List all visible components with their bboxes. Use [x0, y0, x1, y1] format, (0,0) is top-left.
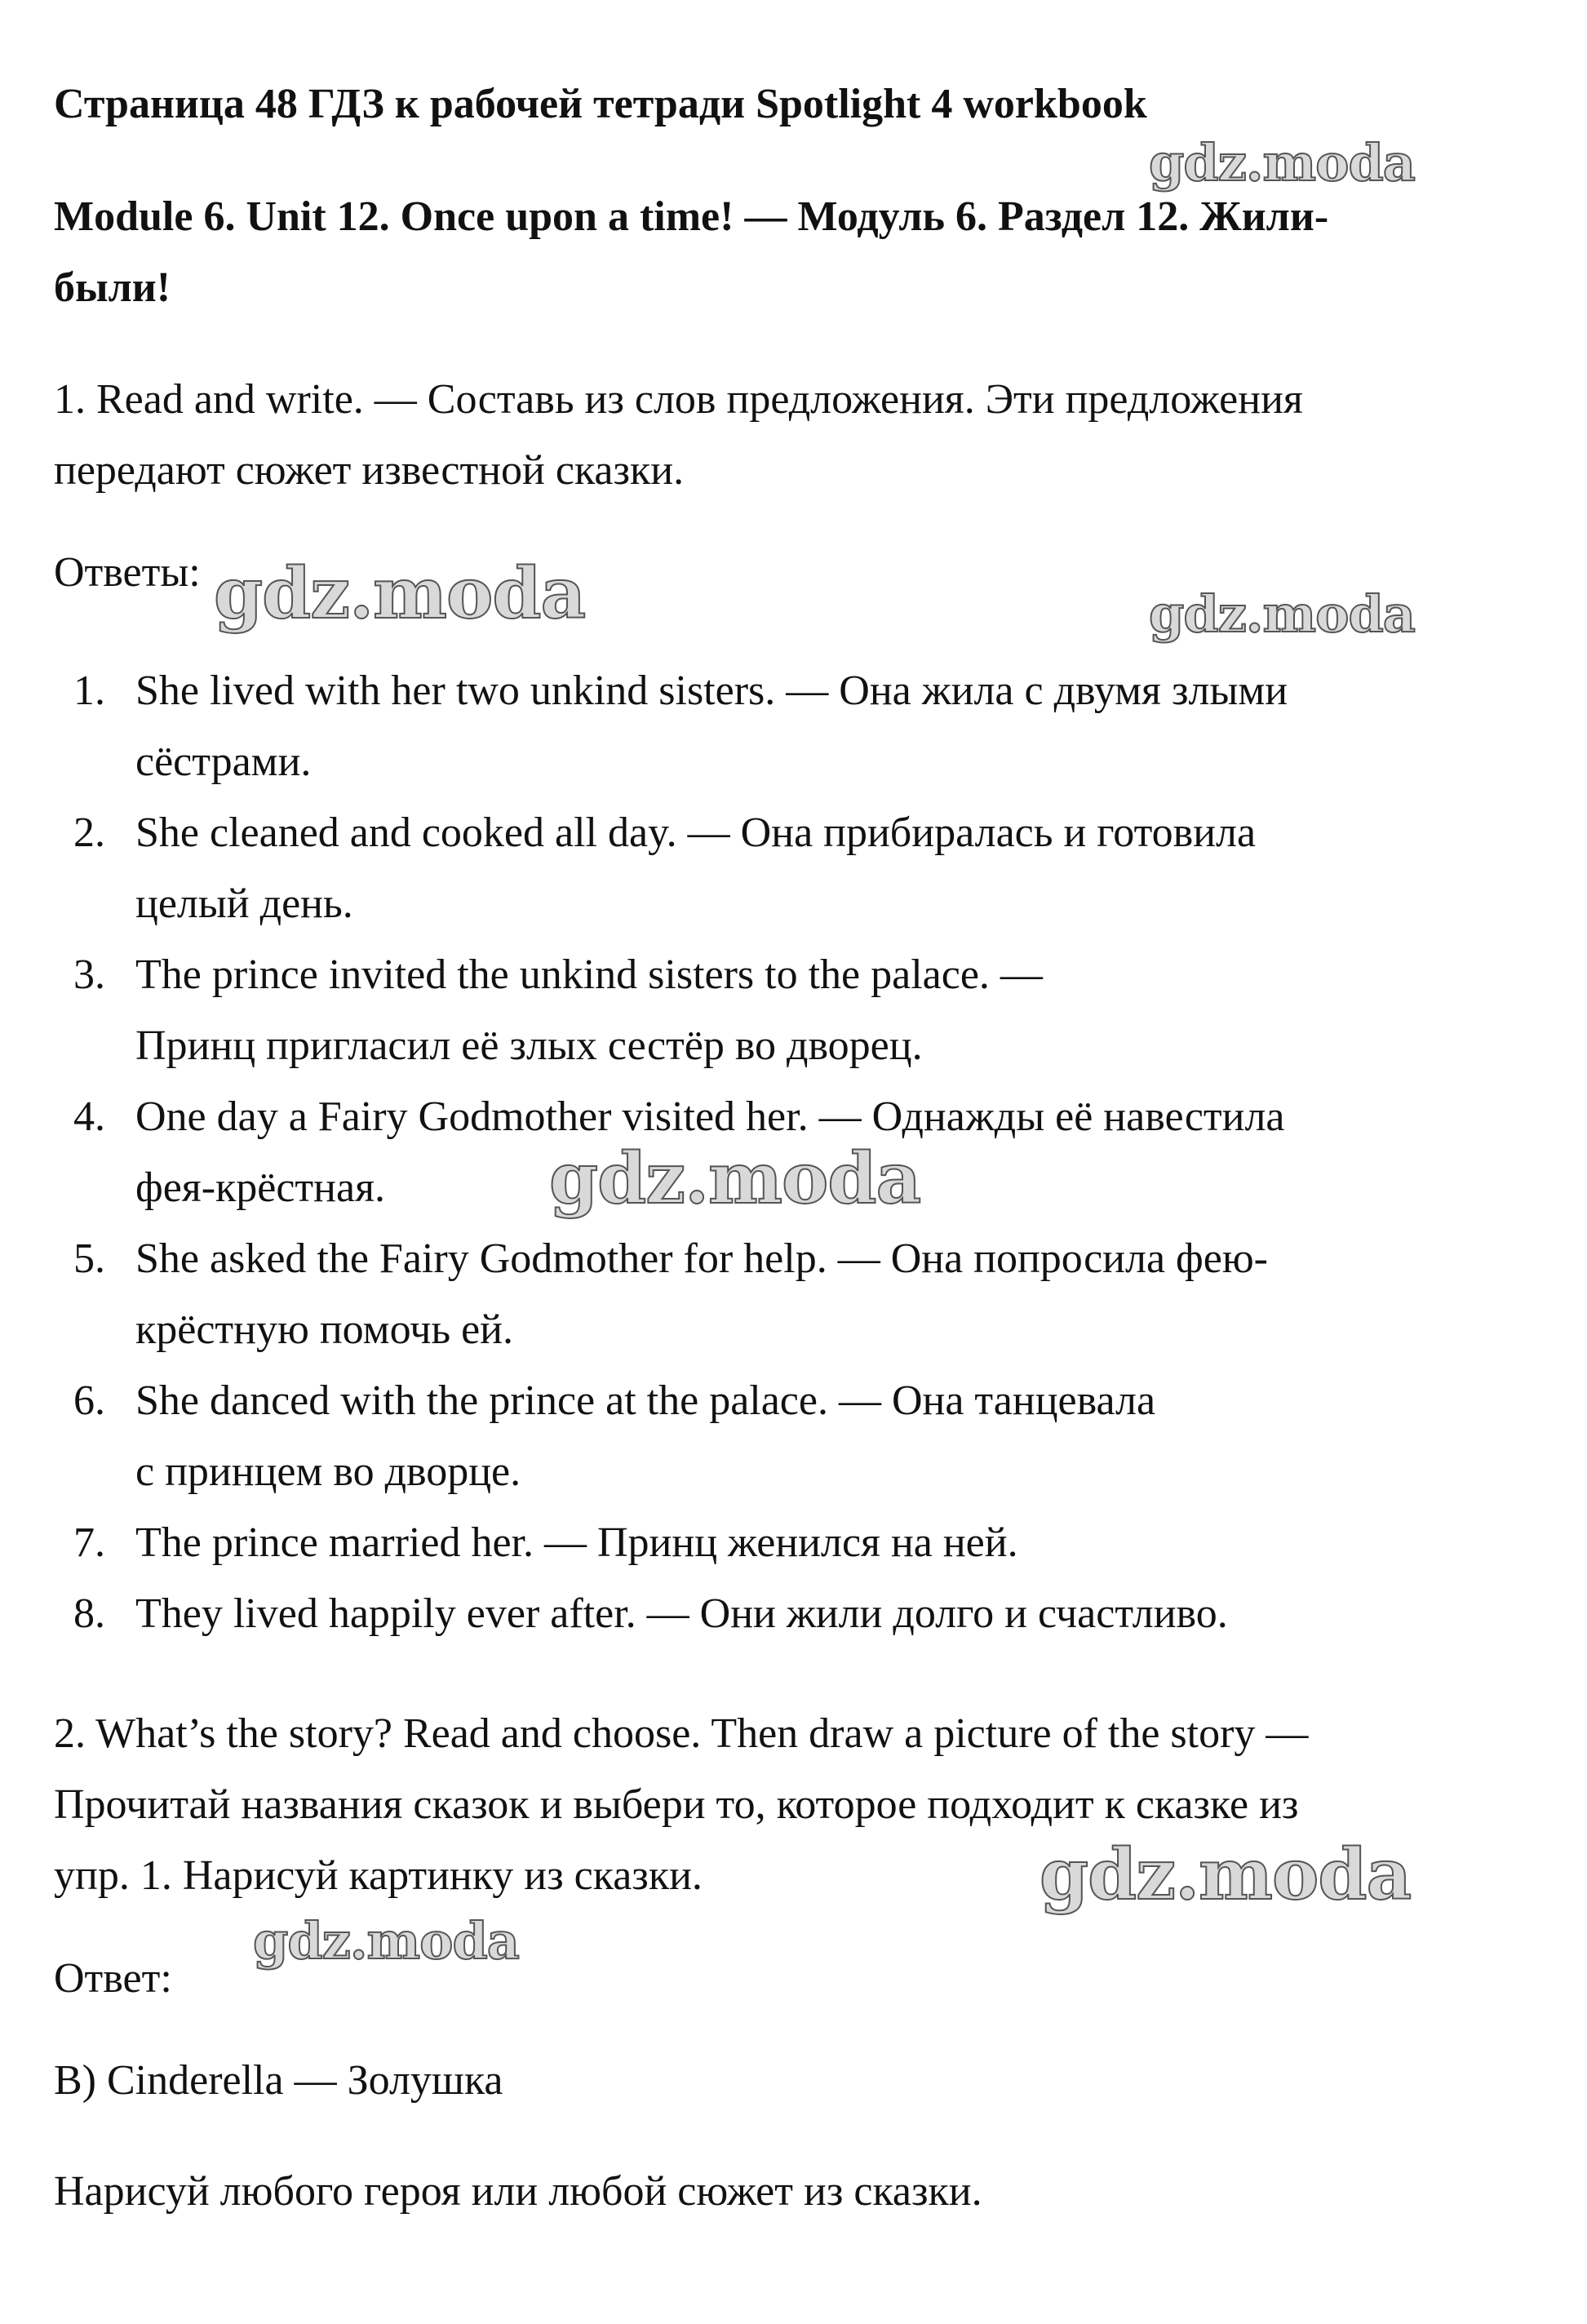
section-heading-line2: были! [54, 264, 171, 311]
list-item-number: 8. [73, 1590, 105, 1637]
list-item-number: 5. [73, 1235, 105, 1282]
list-item-number: 1. [73, 667, 105, 714]
drawing-note: Нарисуй любого героя или любой сюжет из сказки. [54, 2168, 982, 2215]
task2-instruction-line3: упр. 1. Нарисуй картинку из сказки. [54, 1852, 703, 1899]
watermark-logo: gdz.moda [1149, 584, 1415, 644]
list-item-number: 4. [73, 1093, 105, 1140]
watermark-logo: gdz.moda [549, 1138, 921, 1220]
list-item-text: They lived happily ever after. — Они жили долго и счастливо. [135, 1590, 1228, 1637]
list-item-text: She lived with her two unkind sisters. — Она жила с двумя злыми [135, 667, 1288, 714]
task2-instruction-line2: Прочитай названия сказок и выбери то, которое подходит к сказке из [54, 1781, 1299, 1828]
list-item-text-cont: фея-крёстная. [135, 1164, 385, 1211]
list-item-text-cont: Принц пригласил её злых сестёр во дворец. [135, 1022, 923, 1069]
list-item-number: 3. [73, 951, 105, 998]
answers-label: Ответы: [54, 549, 201, 596]
list-item-text-cont: с принцем во дворце. [135, 1448, 521, 1495]
watermark-logo: gdz.moda [1149, 133, 1415, 193]
list-item-number: 2. [73, 809, 105, 856]
page-title: Страница 48 ГДЗ к рабочей тетради Spotlight 4 workbook [54, 81, 1147, 127]
list-item-text: She danced with the prince at the palace. — Она танцевала [135, 1377, 1156, 1424]
watermark-logo: gdz.moda [1040, 1834, 1412, 1916]
list-item-text: The prince invited the unkind sisters to the palace. — [135, 951, 1043, 998]
task1-instruction-line1: 1. Read and write. — Составь из слов предложения. Эти предложения [54, 376, 1303, 423]
section-heading-line1: Module 6. Unit 12. Once upon a time! — Модуль 6. Раздел 12. Жили- [54, 193, 1329, 240]
watermark-logo: gdz.moda [214, 552, 586, 635]
watermark-logo: gdz.moda [253, 1911, 519, 1971]
task2-instruction-line1: 2. What’s the story? Read and choose. Then draw a picture of the story — [54, 1710, 1309, 1757]
list-item-number: 7. [73, 1519, 105, 1566]
list-item-text-cont: крёстную помочь ей. [135, 1306, 513, 1353]
task1-instruction-line2: передают сюжет известной сказки. [54, 447, 685, 494]
list-item-text-cont: сёстрами. [135, 738, 312, 785]
answer-text: B) Cinderella — Золушка [54, 2057, 503, 2104]
answer-label: Ответ: [54, 1955, 172, 2002]
list-item-text-cont: целый день. [135, 880, 353, 927]
list-item-text: She cleaned and cooked all day. — Она прибиралась и готовила [135, 809, 1257, 856]
list-item-number: 6. [73, 1377, 105, 1424]
list-item-text: The prince married her. — Принц женился на ней. [135, 1519, 1018, 1566]
list-item-text: One day a Fairy Godmother visited her. — Однажды её навестила [135, 1093, 1285, 1140]
list-item-text: She asked the Fairy Godmother for help. — Она попросила фею- [135, 1235, 1268, 1282]
